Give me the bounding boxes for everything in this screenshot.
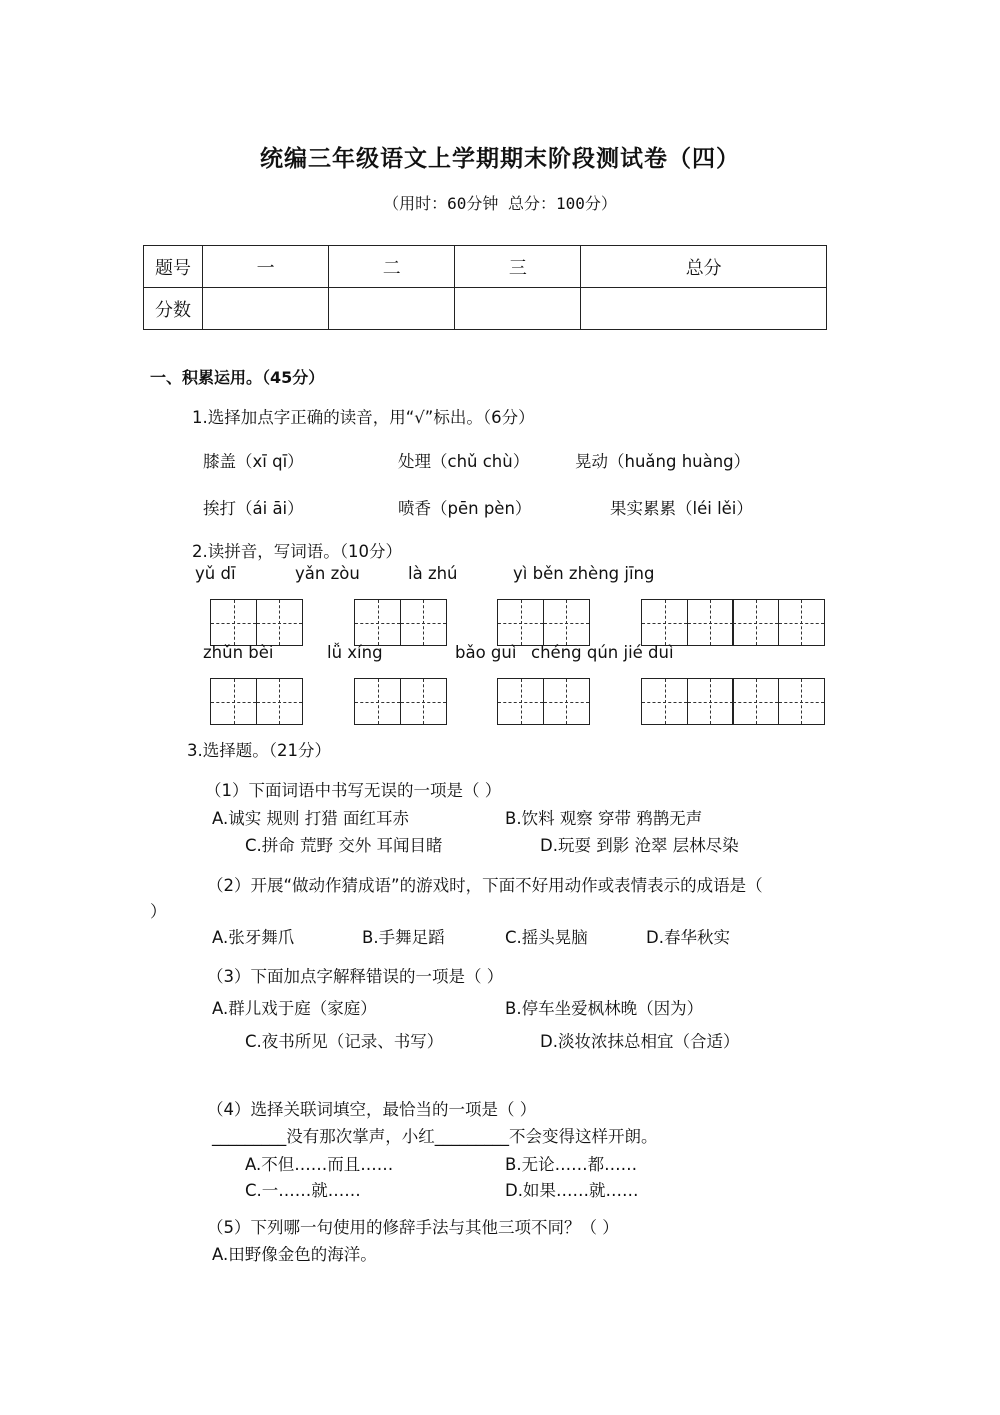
reading-item[interactable]: 膝盖（xī qī） — [203, 452, 304, 471]
fill-sentence[interactable]: _________没有那次掌声，小红_________不会变得这样开朗。 — [212, 1127, 658, 1146]
table-cell: 二 — [329, 246, 455, 288]
section-heading: 一、积累运用。（45分） — [150, 368, 325, 387]
table-row — [144, 246, 827, 288]
question-stem: （5）下列哪一句使用的修辞手法与其他三项不同？（ ） — [207, 1218, 619, 1237]
option-d[interactable]: D.淡妆浓抹总相宜（合适） — [540, 1032, 740, 1051]
option-a[interactable]: A.群儿戏于庭（家庭） — [212, 999, 377, 1018]
question-prompt: 2.读拼音，写词语。（10分） — [192, 542, 402, 561]
pinyin-label: yì běn zhèng jīng — [513, 564, 655, 583]
question-prompt: 3.选择题。（21分） — [187, 741, 331, 760]
table-cell: 三 — [455, 246, 581, 288]
page-subtitle: （用时：60分钟 总分：100分） — [383, 194, 617, 213]
writing-grid[interactable] — [641, 599, 823, 646]
writing-grid[interactable] — [354, 599, 445, 646]
writing-grid[interactable] — [210, 599, 301, 646]
option-b[interactable]: B.停车坐爱枫林晚（因为） — [505, 999, 704, 1018]
option-b[interactable]: B.饮料 观察 穿带 鸦鹊无声 — [505, 809, 703, 828]
question-stem: （3）下面加点字解释错误的一项是（ ） — [207, 967, 504, 986]
option-c[interactable]: C.一……就…… — [245, 1181, 361, 1200]
option-d[interactable]: D.春华秋实 — [646, 928, 730, 947]
reading-item[interactable]: 喷香（pēn pèn） — [398, 499, 532, 518]
writing-grid[interactable] — [354, 678, 445, 725]
reading-item[interactable]: 晃动（huǎng huàng） — [575, 452, 751, 471]
pinyin-label: là zhú — [408, 564, 458, 583]
option-b[interactable]: B.手舞足蹈 — [362, 928, 445, 947]
table-cell: 分数 — [144, 288, 203, 330]
pinyin-label: zhǔn bèi — [203, 643, 274, 662]
option-d[interactable]: D.玩耍 到影 沧翠 层林尽染 — [540, 836, 739, 855]
score-input-cell[interactable] — [581, 288, 827, 330]
pinyin-label: chéng qún jié duì — [531, 643, 674, 662]
reading-item[interactable]: 果实累累（léi lěi） — [610, 499, 753, 518]
option-a[interactable]: A.张牙舞爪 — [212, 928, 295, 947]
pinyin-label: lǚ xíng — [327, 643, 383, 662]
reading-item[interactable]: 处理（chǔ chù） — [398, 452, 530, 471]
question-stem: （4）选择关联词填空，最恰当的一项是（ ） — [207, 1100, 537, 1119]
table-cell: 题号 — [144, 246, 203, 288]
writing-grid[interactable] — [210, 678, 301, 725]
page-title: 统编三年级语文上学期期末阶段测试卷（四） — [260, 146, 740, 172]
table-cell: 一 — [203, 246, 329, 288]
score-table — [143, 245, 827, 330]
pinyin-label: yǔ dī — [195, 564, 236, 583]
writing-grid[interactable] — [641, 678, 823, 725]
option-c[interactable]: C.拼命 荒野 交外 耳闻目睹 — [245, 836, 443, 855]
option-d[interactable]: D.如果……就…… — [505, 1181, 639, 1200]
writing-grid[interactable] — [497, 678, 588, 725]
question-stem: （1）下面词语中书写无误的一项是（ ） — [205, 781, 502, 800]
pinyin-label: yǎn zòu — [295, 564, 360, 583]
reading-item[interactable]: 挨打（ái āi） — [203, 499, 304, 518]
question-stem: （2）开展“做动作猜成语”的游戏时，下面不好用动作或表情表示的成语是（ — [207, 876, 763, 895]
option-c[interactable]: C.摇头晃脑 — [505, 928, 588, 947]
writing-grid[interactable] — [497, 599, 588, 646]
table-cell: 总分 — [581, 246, 827, 288]
option-c[interactable]: C.夜书所见（记录、书写） — [245, 1032, 444, 1051]
option-a[interactable]: A.诚实 规则 打猎 面红耳赤 — [212, 809, 409, 828]
question-stem-end: ） — [150, 902, 167, 921]
option-a[interactable]: A.田野像金色的海洋。 — [212, 1245, 377, 1264]
table-row — [144, 288, 827, 330]
option-b[interactable]: B.无论……都…… — [505, 1155, 638, 1174]
score-input-cell[interactable] — [203, 288, 329, 330]
pinyin-label: bǎo guì — [455, 643, 517, 662]
score-input-cell[interactable] — [329, 288, 455, 330]
score-input-cell[interactable] — [455, 288, 581, 330]
option-a[interactable]: A.不但……而且…… — [245, 1155, 394, 1174]
question-prompt: 1.选择加点字正确的读音，用“√”标出。（6分） — [192, 408, 535, 427]
